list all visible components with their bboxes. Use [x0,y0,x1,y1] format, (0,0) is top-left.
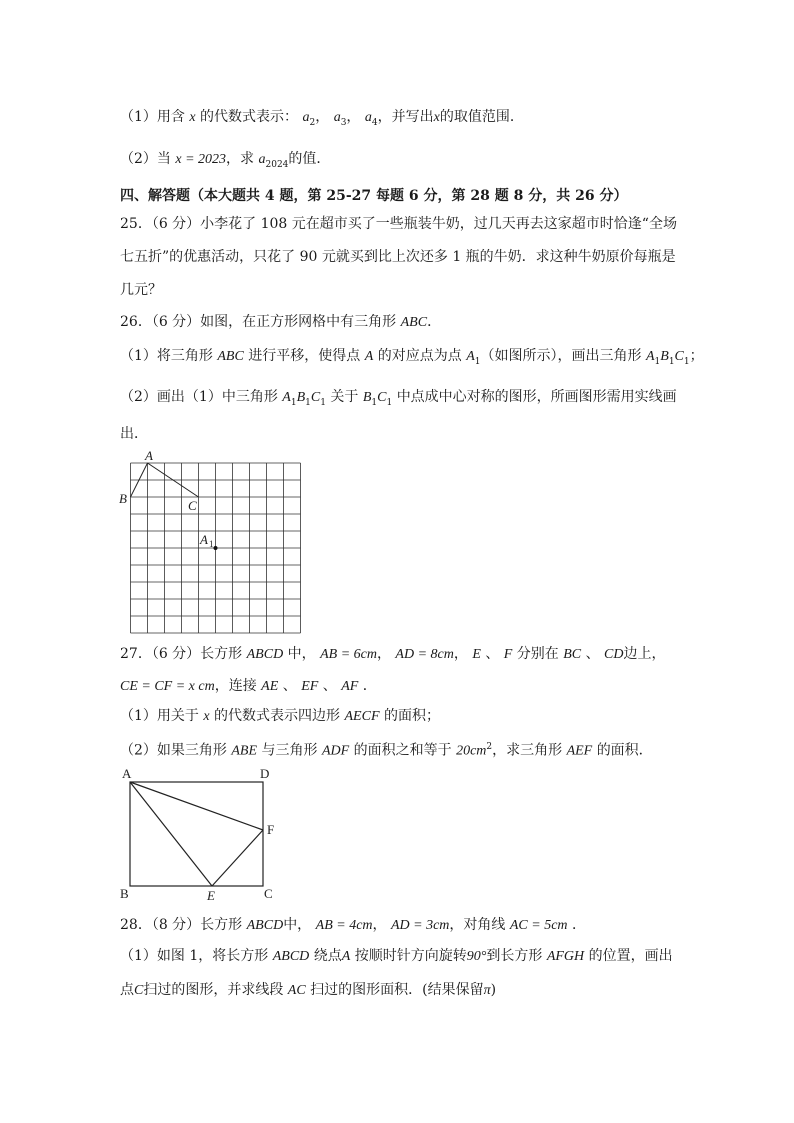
label-a: A [122,766,132,781]
p25-line2: 七五折”的优惠活动，只花了 90 元就买到比上次还多 1 瓶的牛奶．求这种牛奶原价每瓶是 [120,249,676,265]
label-f: F [267,822,275,837]
p25-line1: 25．（6 分）小李花了 108 元在超市买了一些瓶装牛奶，过几天再去这家超市时恰逢“全场 [120,216,677,232]
p24-part1: （1）用含 x 的代数式表示： $a_2$， $a_3$， $a_4$，并写出x的取值范围． [120,109,524,128]
label-a1-sub: 1 [209,539,214,549]
segment-ae [130,782,212,886]
section-heading: 四、解答题（本大题共 4 题，第 25-27 每题 6 分，第 28 题 8 分，共 26 分） [120,188,628,204]
p24-part2: （2）当 x = 2023，求 $a_{2024}$的值． [120,151,331,170]
label-d: D [260,766,270,781]
p27-line2: CE = CF = x cm，连接 AE 、 EF 、 AF ． [120,678,377,694]
label-b: B [119,491,127,506]
segment-af [130,782,263,830]
p25-line3: 几元？ [120,282,162,298]
segment-ef [212,830,263,886]
p27-part2: （2）如果三角形 ABE 与三角形 ADF 的面积之和等于 $20cm^2$，求三角形 AEF 的面积． [120,742,653,759]
grid-figure [112,446,312,642]
p26-part2: （2）画出（1）中三角形 $A_1B_1C_1$ 关于 $B_1C_1$ 中点成中心对称的图形，所画图形需用实线画 [120,389,677,408]
p26-part1: （1）将三角形 ABC 进行平移，使得点 A 的对应点为点 $A_1$（如图所示），画出三角形 $A_1B_1C_1$； [120,348,704,367]
rectangle-figure [112,762,292,902]
p28-part1-line2: 点C扫过的图形，并求线段 AC 扫过的图形面积．(结果保留π) [120,982,497,998]
label-a: A [145,448,153,463]
rectangle-abcd [130,782,263,886]
p27-line1: 27．（6 分）长方形 ABCD 中， AB = 6cm， AD = 8cm， E 、 F 分别在 BC 、 CD边上， [120,646,666,662]
p27-part1: （1）用关于 x 的代数式表示四边形 AECF 的面积； [120,708,440,724]
p28-part1: （1）如图 1，将长方形 ABCD 绕点A 按顺时针方向旋转90°到长方形 AFGH 的位置，画出 [120,948,673,964]
label-c: C [264,886,273,901]
label-b: B [120,886,129,901]
point-a1 [214,546,218,550]
p26-part2-line2: 出． [120,426,148,442]
p28-line1: 28．（8 分）长方形 ABCD中， AB = 4cm， AD = 3cm，对角线 AC = 5cm ． [120,917,586,933]
label-e: E [207,888,215,902]
p26-line1: 26．（6 分）如图，在正方形网格中有三角形 ABC． [120,314,442,330]
label-a1: A [200,532,208,547]
label-c: C [188,498,197,513]
